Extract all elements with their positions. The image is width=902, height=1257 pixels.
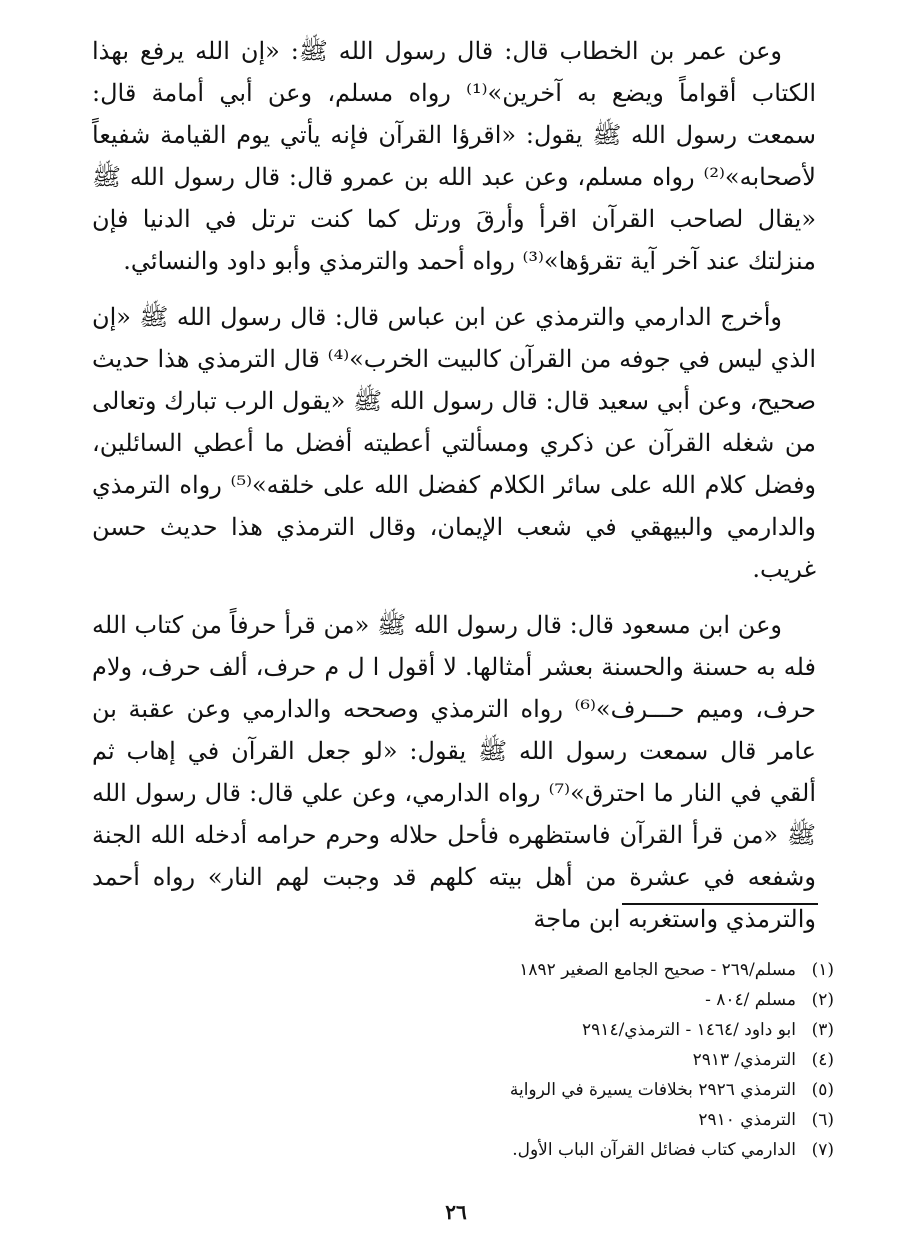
footnote-number: (٧) — [811, 1140, 834, 1160]
footnote-7 — [430, 1135, 834, 1165]
main-text — [92, 30, 816, 940]
footnote-4 — [430, 1045, 834, 1075]
footnote-number: (٣) — [811, 1020, 834, 1040]
footnote-number: (١) — [811, 960, 834, 980]
footnote-number: (٥) — [811, 1080, 834, 1100]
page-number: ٢٦ — [445, 1200, 467, 1224]
footnote-text: مسلم/٢٦٩ - صحيح الجامع الصغير ١٨٩٢ — [519, 960, 796, 980]
footnote-text: الترمذي ٢٩٢٦ بخلافات يسيرة في الرواية — [509, 1080, 796, 1100]
footnote-number: (٤) — [811, 1050, 834, 1070]
paragraph-1: وعن عمر بن الخطاب قال: قال رسول الله ﷺ: «إن الله يرفع بهذا الكتاب أقواماً ويضع به آخرين»⁽¹⁾ رواه مسلم، وعن أبي أمامة قال: سمعت رسول الله ﷺ يقول: «اقرؤا القرآن فإنه يأتي يوم القيامة شفيعاً لأصحابه»⁽²⁾ رواه مسلم، وعن عبد الله بن عمرو قال: قال رسول الله ﷺ «يقال لصاحب القرآن اقرأ وأرقَ ورتل كما كنت ترتل في الدنيا فإن منزلتك عند آخر آية تقرؤها»⁽³⁾ رواه أحمد والترمذي وأبو داود والنسائي. — [92, 37, 817, 275]
footnote-5 — [430, 1075, 834, 1105]
footnote-text: الترمذي/ ٢٩١٣ — [692, 1050, 796, 1070]
footnotes-list — [430, 955, 834, 1165]
footnote-3 — [430, 1015, 834, 1045]
footnote-2 — [430, 985, 834, 1015]
footnote-text: الترمذي ٢٩١٠ — [698, 1110, 796, 1130]
footnote-text: الدارمي كتاب فضائل القرآن الباب الأول. — [512, 1140, 796, 1160]
paragraph-2: وأخرج الدارمي والترمذي عن ابن عباس قال: قال رسول الله ﷺ «إن الذي ليس في جوفه من القرآن كالبيت الخرب»⁽⁴⁾ قال الترمذي هذا حديث صحيح، وعن أبي سعيد قال: قال رسول الله ﷺ «يقول الرب تبارك وتعالى من شغله القرآن عن ذكري ومسألتي أعطيته أفضل ما أعطي السائلين، وفضل كلام الله على سائر الكلام كفضل الله على خلقه»⁽⁵⁾ رواه الترمذي والدارمي والبيهقي في شعب الإيمان، وقال الترمذي هذا حديث حسن غريب. — [92, 303, 817, 583]
footnote-6 — [430, 1105, 834, 1135]
footnote-text: مسلم /٨٠٤ - — [705, 990, 796, 1010]
footnote-number: (٢) — [811, 990, 834, 1010]
paragraph-3: وعن ابن مسعود قال: قال رسول الله ﷺ «من قرأ حرفاً من كتاب الله فله به حسنة والحسنة بعشر أمثالها. لا أقول ا ل م حرف، ألف حرف، ولام حرف، وميم حـــرف»⁽⁶⁾ رواه الترمذي وصححه والدارمي وعن عقبة بن عامر قال سمعت رسول الله ﷺ يقول: «لو جعل القرآن في إهاب ثم ألقي في النار ما احترق»⁽⁷⁾ رواه الدارمي، وعن علي قال: قال رسول الله ﷺ «من قرأ القرآن فاستظهره فأحل حلاله وحرم حرامه أدخله الله الجنة وشفعه في عشرة من أهل بيته كلهم قد وجبت لهم النار» رواه أحمد والترمذي واستغربه ابن ماجة — [92, 611, 817, 933]
footnote-separator — [622, 903, 818, 905]
footnote-number: (٦) — [811, 1110, 834, 1130]
footnote-1 — [430, 955, 834, 985]
footnote-text: ابو داود /١٤٦٤ - الترمذي/٢٩١٤ — [582, 1020, 796, 1040]
